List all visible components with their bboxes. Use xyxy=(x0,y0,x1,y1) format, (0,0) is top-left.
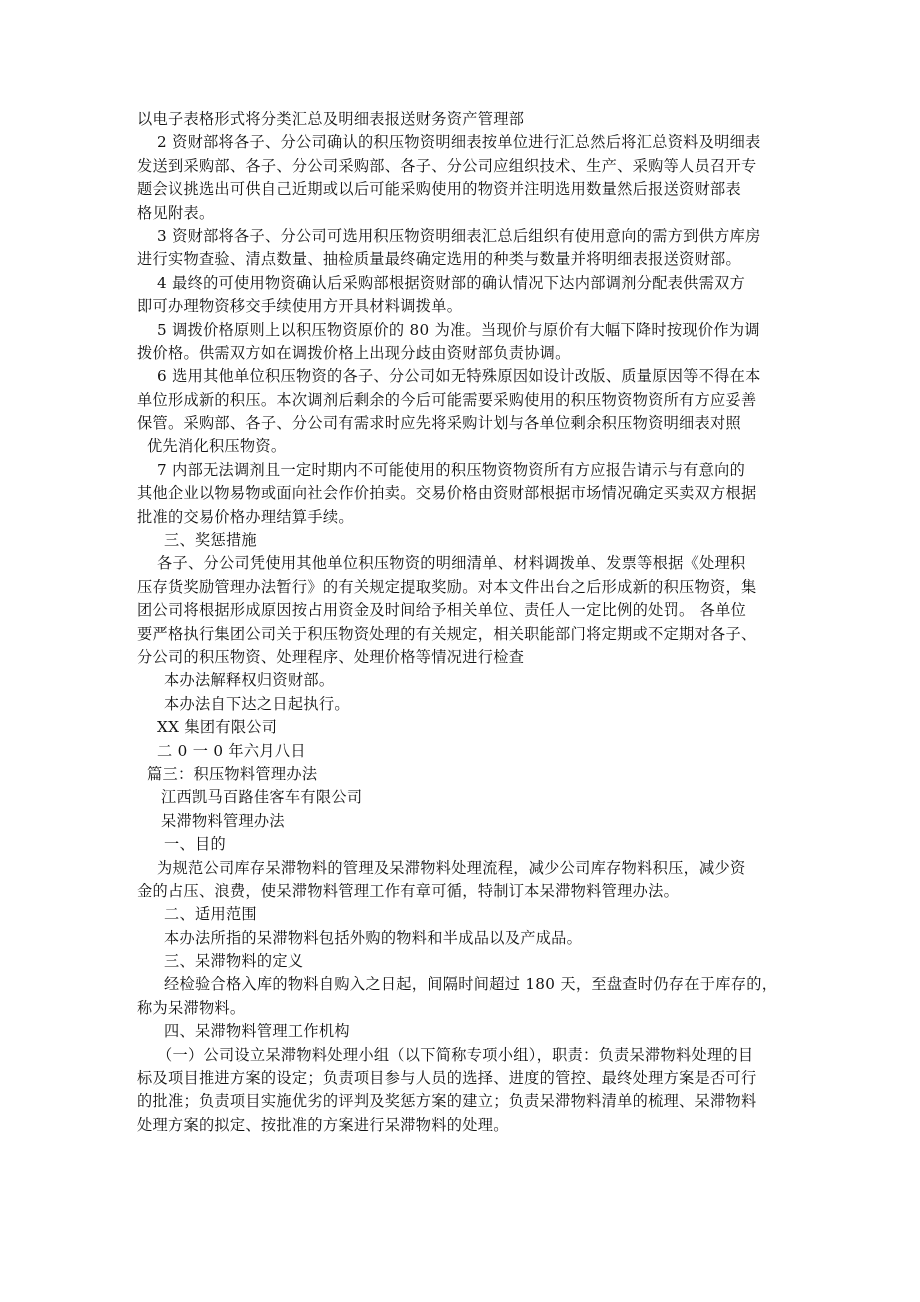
company-signature: XX 集团有限公司 xyxy=(157,718,278,737)
section-heading: 三、奖惩措施 xyxy=(164,531,257,550)
text-line: 优先消化积压物资。 xyxy=(147,437,287,456)
text-line: 3 资财部将各子、分公司可选用积压物资明细表汇总后组织有使用意向的需方到供方库房 xyxy=(157,226,761,245)
text-line: 处理方案的拟定、按批准的方案进行呆滞物料的处理。 xyxy=(137,1115,509,1134)
text-line: 本办法自下达之日起执行。 xyxy=(164,694,350,713)
text-line: 其他企业以物易物或面向社会作价拍卖。交易价格由资财部根据市场情况确定买卖双方根据 xyxy=(137,484,757,503)
date-line: 二 0 一 0 年六月八日 xyxy=(157,741,306,760)
text-line: （一）公司设立呆滞物料处理小组（以下简称专项小组），职责：负责呆滞物料处理的目 xyxy=(157,1045,754,1064)
text-line: 的批准；负责项目实施优劣的评判及奖惩方案的建立；负责呆滞物料清单的梳理、呆滞物料 xyxy=(137,1092,757,1111)
text-line: 本办法解释权归资财部。 xyxy=(164,671,335,690)
company-name: 江西凯马百路佳客车有限公司 xyxy=(161,788,363,807)
text-line: 团公司将根据形成原因按占用资金及时间给予相关单位、责任人一定比例的处罚。 各单位 xyxy=(137,601,747,620)
text-line: 称为呆滞物料。 xyxy=(137,998,246,1017)
text-line: 本办法所指的呆滞物料包括外购的物料和半成品以及产成品。 xyxy=(164,928,583,947)
text-line: 保管。采购部、各子、分公司有需求时应先将采购计划与各单位剩余积压物资明细表对照 xyxy=(137,414,742,433)
text-line: 压存货奖励管理办法暂行》的有关规定提取奖励。对本文件出台之后形成新的积压物资，集 xyxy=(137,577,757,596)
text-line: 标及项目推进方案的设定；负责项目参与人员的选择、进度的管控、最终处理方案是否可行 xyxy=(137,1069,757,1088)
text-line: 进行实物查验、清点数量、抽检质量最终确定选用的种类与数量并将明细表报送资财部。 xyxy=(137,250,742,269)
section-heading: 四、呆滞物料管理工作机构 xyxy=(164,1022,350,1041)
document-body xyxy=(137,108,785,1137)
text-line: 拨价格。供需双方如在调拨价格上出现分歧由资财部负责协调。 xyxy=(137,343,571,362)
text-line: 经检验合格入库的物料自购入之日起，间隔时间超过 180 天，至盘查时仍存在于库存的， xyxy=(164,975,778,994)
section-heading: 三、呆滞物料的定义 xyxy=(164,952,304,971)
text-line: 即可办理物资移交手续使用方开具材料调拨单。 xyxy=(137,297,463,316)
text-line: 为规范公司库存呆滞物料的管理及呆滞物料处理流程，减少公司库存物料积压，减少资 xyxy=(157,858,746,877)
section-heading: 二、适用范围 xyxy=(164,905,257,924)
text-line: 7 内部无法调剂且一定时期内不可能使用的积压物资物资所有方应报告请示与有意向的 xyxy=(157,460,746,479)
text-line: 各子、分公司凭使用其他单位积压物资的明细清单、材料调拨单、发票等根据《处理积 xyxy=(157,554,746,573)
text-line: 单位形成新的积压。本次调剂后剩余的今后可能需要采购使用的积压物资物资所有方应妥善 xyxy=(137,390,757,409)
text-line: 金的占压、浪费，使呆滞物料管理工作有章可循，特制订本呆滞物料管理办法。 xyxy=(137,881,680,900)
text-line: 题会议挑选出可供自己近期或以后可能采购使用的物资并注明选用数量然后报送资财部表 xyxy=(137,180,742,199)
article-title: 篇三：积压物料管理办法 xyxy=(147,764,318,783)
text-line: 以电子表格形式将分类汇总及明细表报送财务资产管理部 xyxy=(137,110,525,128)
section-heading: 一、目的 xyxy=(164,835,226,854)
text-line: 批准的交易价格办理结算手续。 xyxy=(137,507,354,526)
text-line: 格见附表。 xyxy=(137,203,215,222)
text-line: 分公司的积压物资、处理程序、处理价格等情况进行检查 xyxy=(137,647,525,666)
text-line: 4 最终的可使用物资确认后采购部根据资财部的确认情况下达内部调剂分配表供需双方 xyxy=(157,273,746,292)
text-line: 2 资财部将各子、分公司确认的积压物资明细表按单位进行汇总然后将汇总资料及明细表 xyxy=(157,133,761,152)
text-line: 发送到采购部、各子、分公司采购部、各子、分公司应组织技术、生产、采购等人员召开专 xyxy=(137,156,757,175)
regulation-title: 呆滞物料管理办法 xyxy=(161,811,285,830)
text-line: 要严格执行集团公司关于积压物资处理的有关规定，相关职能部门将定期或不定期对各子、 xyxy=(137,624,757,643)
text-line: 6 选用其他单位积压物资的各子、分公司如无特殊原因如设计改版、质量原因等不得在本 xyxy=(157,367,761,386)
text-line: 5 调拨价格原则上以积压物资原价的 80 为准。当现价与原价有大幅下降时按现价作为调 xyxy=(157,320,760,339)
